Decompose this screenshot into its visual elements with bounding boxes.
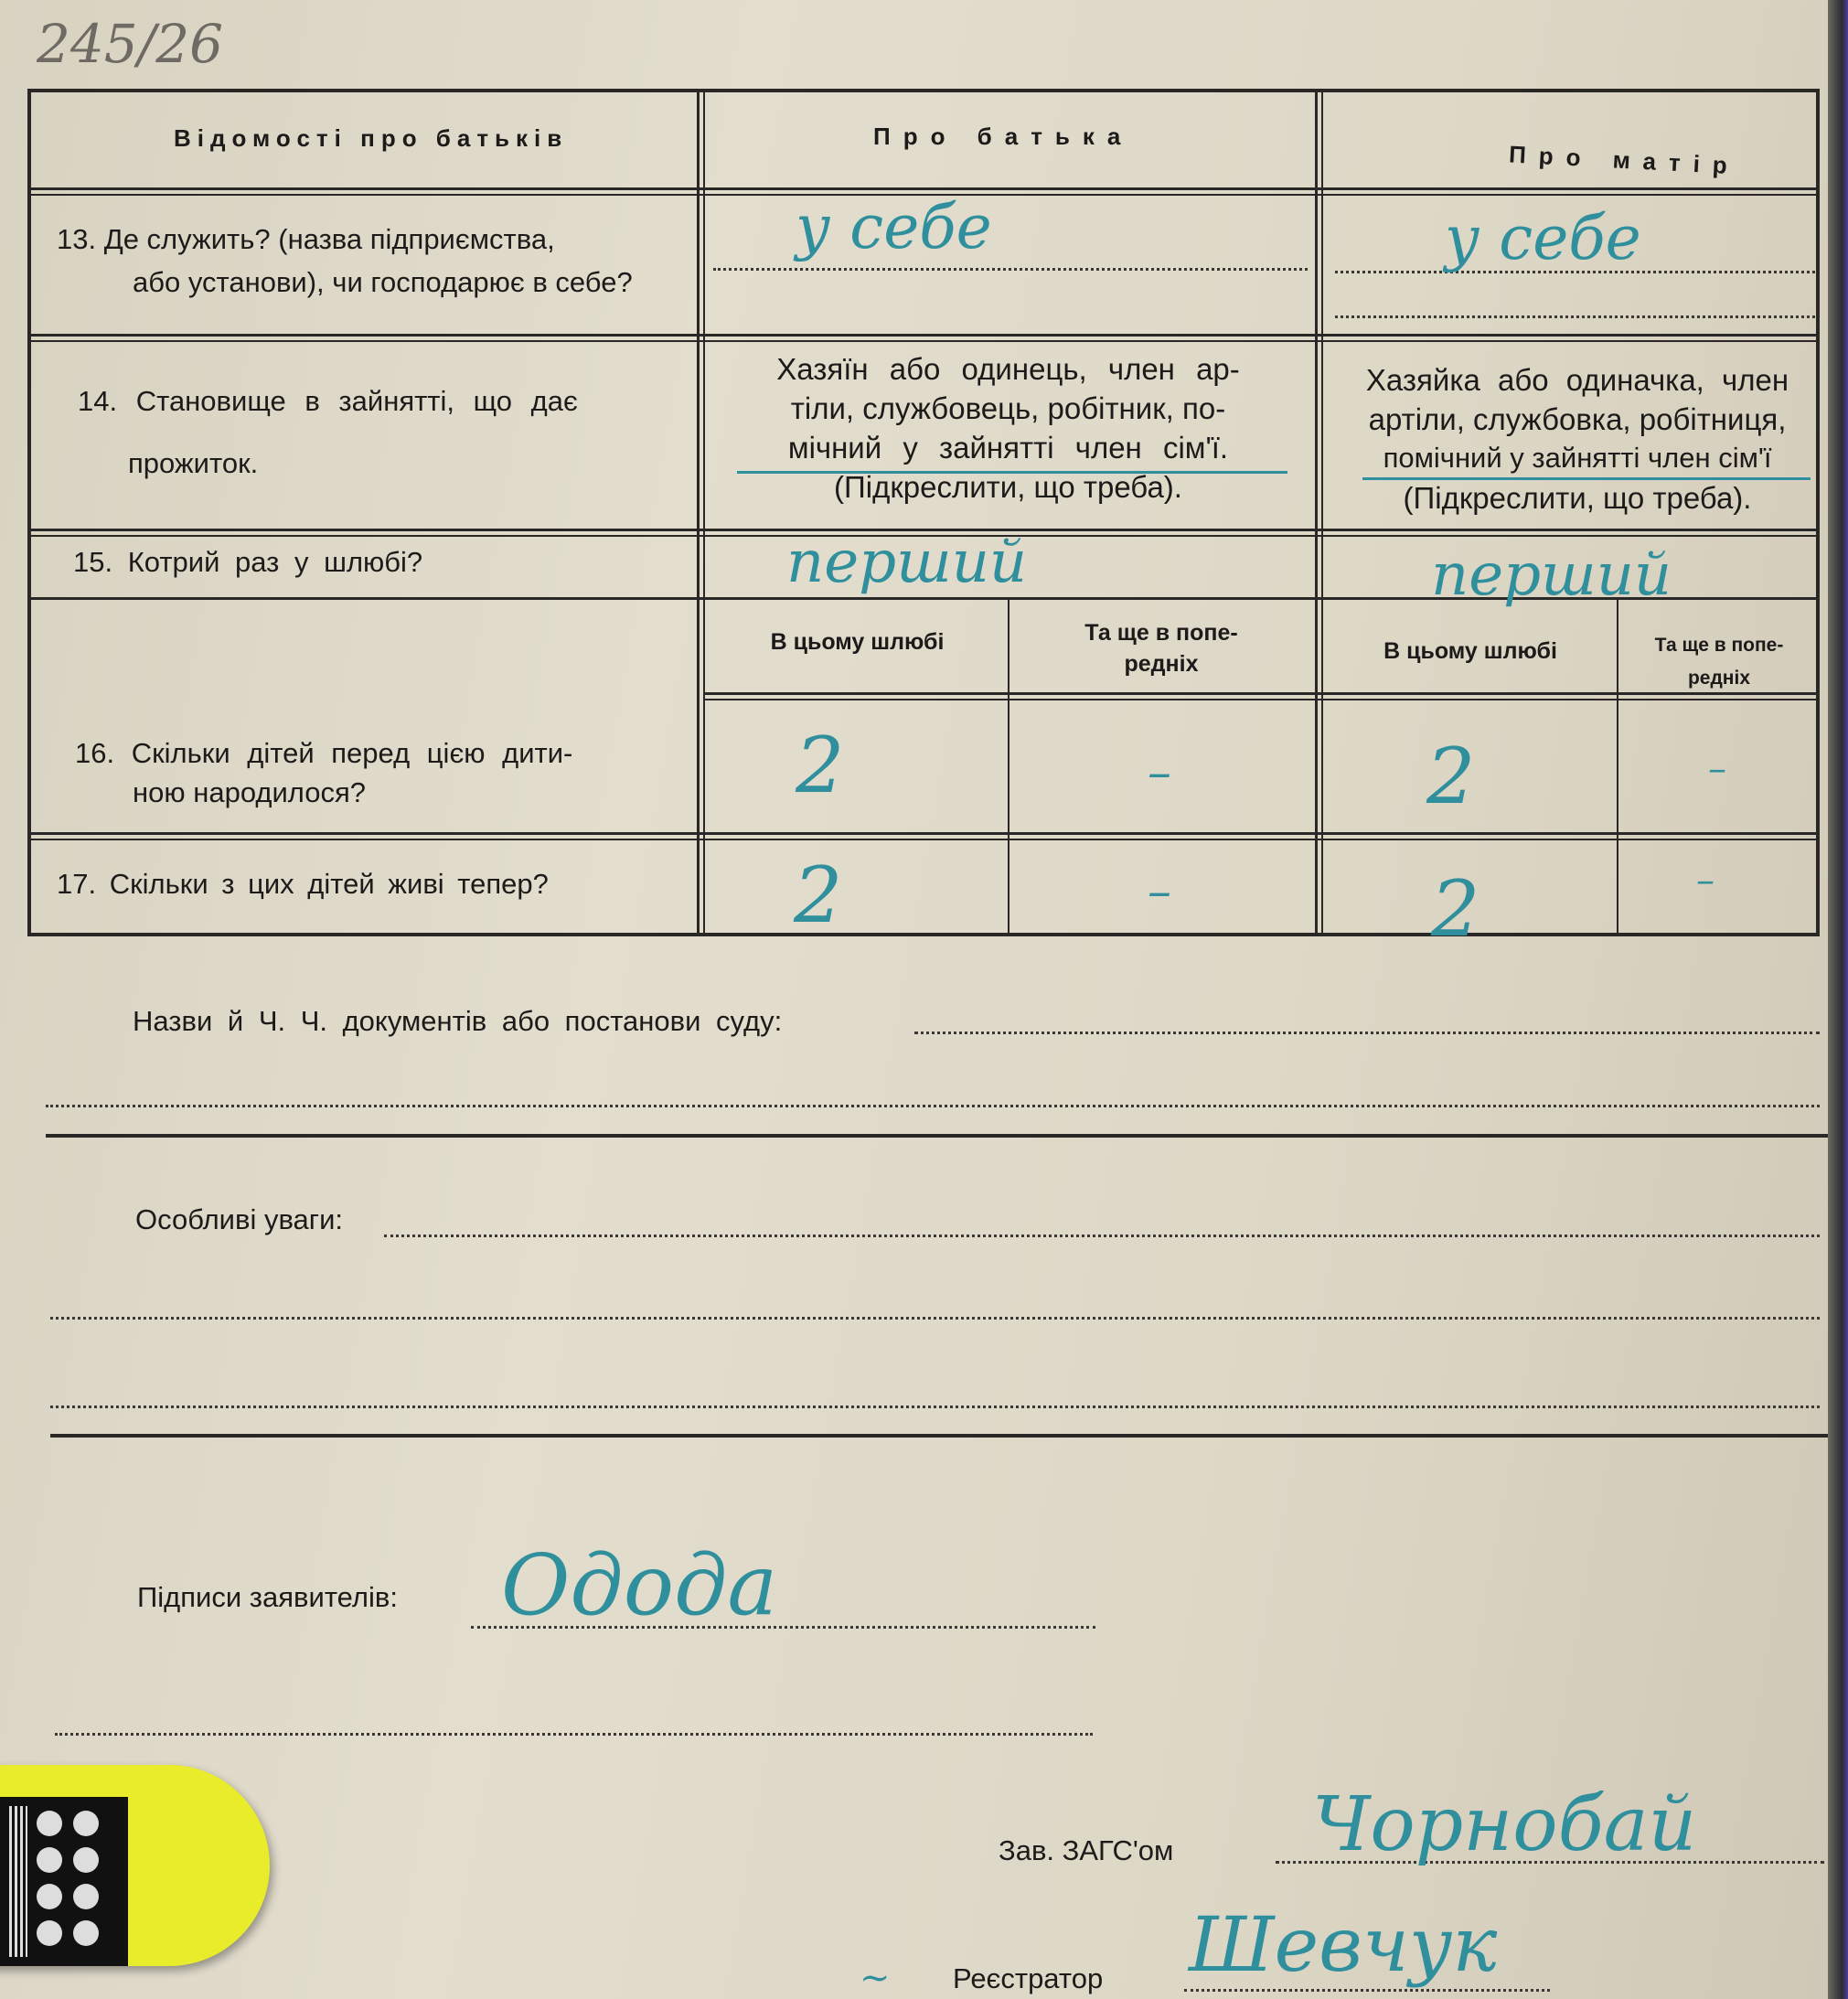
question-14-line2: прожиток. [128,447,259,479]
registrar-label: Реєстратор [953,1962,1104,1994]
head-of-registry-label: Зав. ЗАГС'ом [999,1834,1174,1866]
father-marriage-count-answer: перший [786,529,1028,596]
subheader-father-this-marriage: В цьому шлюбі [770,629,945,655]
header-parents-info: Відомості про батьків [174,124,569,152]
header-mother: Про матір [1508,140,1741,180]
subheader-father-previous-line2: редніх [1124,651,1199,677]
signatures-label: Підписи заявителів: [137,1581,398,1613]
question-16-line2: ною народилося? [133,776,366,808]
question-13-line1: 13. Де служить? (назва підприємства, [57,223,555,255]
archive-number: 245/26 [37,13,224,75]
mother-underline-mark [1362,477,1811,480]
mother-children-before-prev: – [1708,748,1726,790]
mother-children-before-this: 2 [1426,732,1476,821]
registrar-mark: ~ [860,1957,891,1999]
question-13-line2: або установи), чи господарює в себе? [133,266,633,298]
father-children-alive-prev: – [1148,864,1171,919]
head-of-registry-signature: Чорнобай [1312,1781,1697,1868]
header-father: Про батька [873,123,1134,150]
father-children-before-prev: – [1148,745,1171,800]
document-page: 245/26 Відомості про батьків Про батька Про матір 13. Де служить? (назва підприємства, або установи), чи господарює в себе? у себе у себе 14. Становище в зайнятті, що дає прожиток. Хазяїн або одинець, член ар- тіли, службовець, робітник, по- мічний у зайнятті член сім'ї. (Підкреслити, що треба). Хазяйка або одиначка, член артіли, службовка, робітниця, помічний у зайнятті член сім'ї (Підкреслити, що треба). 15. Котрий раз у шлюбі? перший перший В цьому шлюбі Та ще в попе- редніх В цьому шлюбі Та ще в попе- редніх 16. Скільки дітей перед цією дити- ною народилося? 2 – 2 – 17. Скільки з цих дітей живі тепер? 2 – 2 – Назви й Ч. Ч. документів або постанови суду: Особливі уваги: Підписи заявителів: Одода Зав. ЗАГС'ом Чорнобай Реєстратор Шевчук ~ [0,0,1829,1999]
question-17: 17. Скільки з цих дітей живі тепер? [57,868,549,900]
mother-children-alive-prev: – [1696,860,1714,902]
mother-underlined-option: помічний у зайнятті член сім'ї [1383,442,1772,474]
notes-label: Особливі уваги: [135,1203,344,1235]
subheader-mother-previous-line2: редніх [1687,668,1751,689]
father-children-before-this: 2 [796,721,845,810]
mother-workplace-answer: у себе [1445,203,1641,273]
subheader-father-previous-line1: Та ще в попе- [1084,620,1238,646]
registrar-signature: Шевчук [1189,1902,1498,1989]
book-spine [1828,0,1848,1999]
question-15: 15. Котрий раз у шлюбі? [73,546,423,578]
subheader-mother-this-marriage: В цьому шлюбі [1383,638,1557,664]
applicant-signature: Одода [501,1536,778,1634]
documents-label: Назви й Ч. Ч. документів або постанови суду: [133,1005,783,1037]
question-14-line1: 14. Становище в зайнятті, що дає [78,385,578,417]
mother-children-alive-this: 2 [1431,864,1480,954]
mother-marriage-count-answer: перший [1431,541,1672,609]
question-16-line1: 16. Скільки дітей перед цією дити- [75,737,573,769]
yellow-eraser-object [0,1765,270,1966]
subheader-mother-previous-line1: Та ще в попе- [1654,635,1784,656]
father-underlined-option: мічний у зайнятті член сім'ї. [787,431,1229,465]
father-underline-mark [737,471,1287,474]
father-workplace-answer: у себе [796,192,992,262]
father-children-alive-this: 2 [794,850,843,940]
